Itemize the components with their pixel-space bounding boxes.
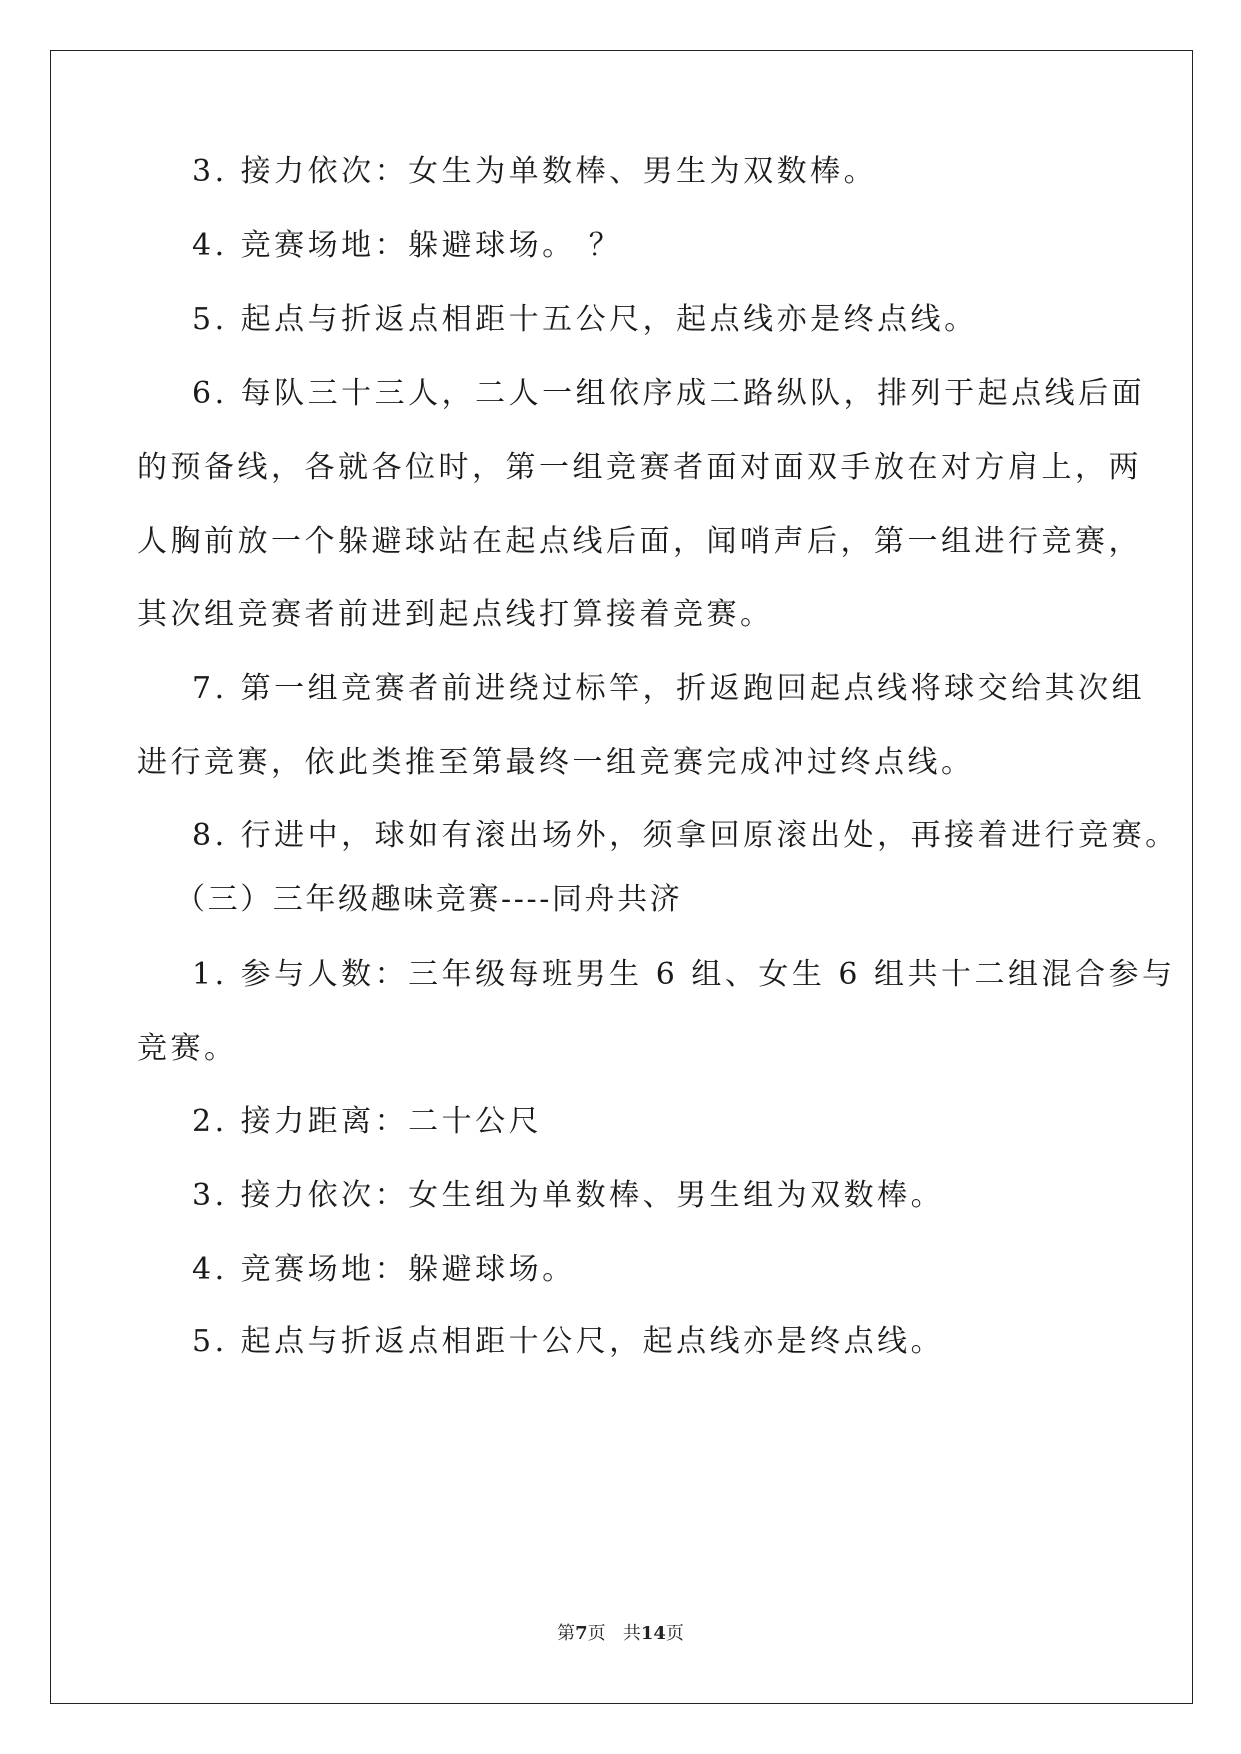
- page-footer: [0, 1622, 1241, 1646]
- total-suffix: 页: [665, 1623, 684, 1644]
- text-line: 竞赛。: [137, 1031, 238, 1066]
- text-line: 其次组竞赛者前进到起点线打算接着竞赛。: [137, 597, 774, 632]
- text-line: 5. 起点与折返点相距十五公尺，起点线亦是终点线。: [192, 302, 978, 337]
- text-line: 3. 接力依次：女生组为单数棒、男生组为双数棒。: [192, 1178, 945, 1213]
- text-line: 2. 接力距离：二十公尺: [192, 1104, 543, 1139]
- text-line: 的预备线，各就各位时，第一组竞赛者面对面双手放在对方肩上，两: [137, 450, 1142, 485]
- page-number: 7: [575, 1623, 588, 1644]
- total-prefix: 共: [622, 1623, 641, 1644]
- text-line: 1. 参与人数：三年级每班男生 6 组、女生 6 组共十二组混合参与: [192, 957, 1176, 992]
- section-heading: （三）三年级趣味竞赛----同舟共济: [175, 882, 683, 917]
- page-prefix: 第: [557, 1623, 576, 1644]
- text-line: 进行竞赛，依此类推至第最终一组竞赛完成冲过终点线。: [137, 745, 975, 780]
- text-line: 7. 第一组竞赛者前进绕过标竿，折返跑回起点线将球交给其次组: [192, 671, 1146, 706]
- page-suffix: 页: [587, 1623, 606, 1644]
- text-line: 4. 竞赛场地：躲避球场。 ？: [192, 228, 623, 263]
- text-line: 人胸前放一个躲避球站在起点线后面，闻哨声后，第一组进行竞赛，: [137, 524, 1142, 559]
- text-line: 3. 接力依次：女生为单数棒、男生为双数棒。: [192, 154, 878, 189]
- text-line: 6. 每队三十三人，二人一组依序成二路纵队，排列于起点线后面: [192, 376, 1146, 411]
- page-border: [50, 50, 1193, 1704]
- text-line: 4. 竞赛场地：躲避球场。: [192, 1252, 576, 1287]
- text-line: 5. 起点与折返点相距十公尺，起点线亦是终点线。: [192, 1324, 945, 1359]
- total-pages: 14: [640, 1623, 666, 1644]
- text-line: 8. 行进中，球如有滚出场外，须拿回原滚出处，再接着进行竞赛。: [192, 818, 1179, 853]
